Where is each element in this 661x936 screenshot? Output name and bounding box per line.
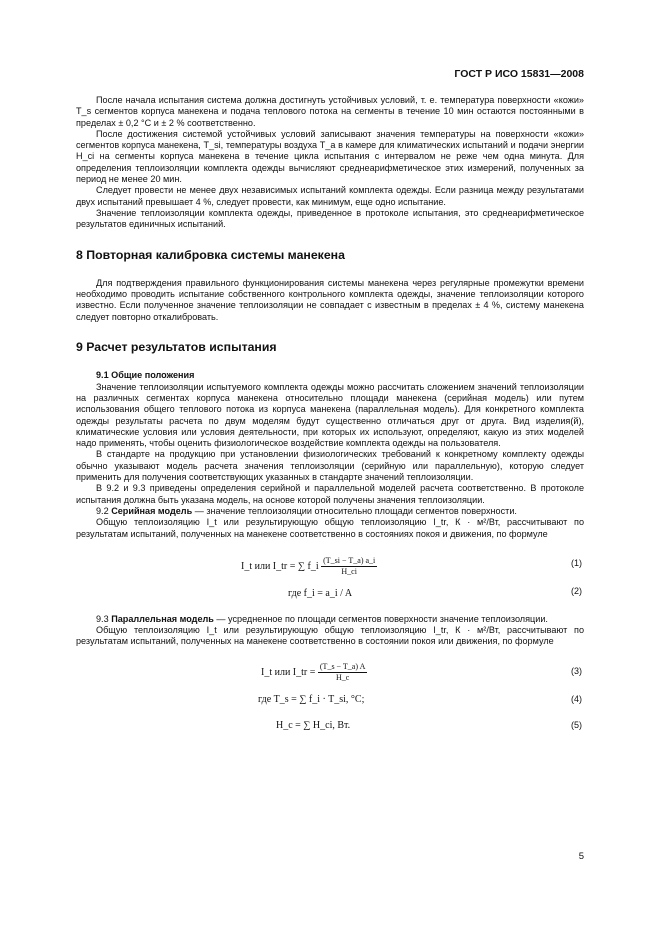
formula-4-text: где T_s = ∑ f_i · T_si, °C; <box>258 693 365 705</box>
equation-number: (2) <box>571 585 582 596</box>
formula-5-text: H_c = ∑ H_ci, Вт. <box>276 719 351 731</box>
formula-1-numerator: (T_si − T_a) a_i <box>323 555 376 565</box>
formula-5 <box>76 714 584 740</box>
term-serial-model: Серийная модель <box>111 505 193 516</box>
formula-1 <box>76 546 584 582</box>
paragraph: В стандарте на продукцию при установлении физиологических требований к конкретному комплекту одежды обычно указывают модель расчета значения теплоизоляции (серийную или параллельную), которую следует применить для получения соответствующих указанных в стандарте значений теплоизоляции. <box>76 449 584 483</box>
term-parallel-model: Параллельная модель <box>111 613 214 624</box>
subsection-9-1-heading: 9.1 Общие положения <box>96 370 195 381</box>
page-content <box>76 95 584 740</box>
clause-9-2-body: Общую теплоизоляцию I_t или результирующую общую теплоизоляцию I_tr, К · м²/Вт, рассчитывают по результатам испытаний, полученных на манекене соответственно в состояниях покоя и движения, по формуле <box>76 517 584 539</box>
standard-header: ГОСТ Р ИСО 15831—2008 <box>454 68 584 80</box>
equation-number: (4) <box>571 693 582 704</box>
paragraph: После начала испытания система должна достигнуть устойчивых условий, т. е. температура поверхности «кожи» T_s сегментов корпуса манекена и подача теплового потока на сегменты в течение 10 мин остаются постоянными в пределах ± 0,2 °C и ± 2 % соответственно. <box>76 95 584 128</box>
equation-number: (3) <box>571 665 582 676</box>
formula-2 <box>76 582 584 608</box>
formula-3-numerator: (T_s − T_a) A <box>319 661 366 671</box>
formula-2-text: где f_i = a_i / A <box>288 587 353 599</box>
equation-number: (5) <box>571 719 582 730</box>
equation-number: (1) <box>571 557 582 568</box>
formula-1-lhs: I_t или I_tr = ∑ f_i <box>241 560 319 572</box>
paragraph: Значение теплоизоляции комплекта одежды, приведенное в протоколе испытания, это среднеарифметическое результатов единичных испытаний. <box>76 207 584 230</box>
section-9-heading: 9 Расчет результатов испытания <box>76 340 277 355</box>
paragraph: Значение теплоизоляции испытуемого комплекта одежды можно рассчитать сложением значений теплоизоляции на различных сегментах корпуса манекена относительно площади манекена (серийная модель) или путем использования общего теплового потока из корпуса манекена (параллельная модель). Для конкретного комплекта одежды результаты расчета по двум моделям будут существенно отличаться друг от друга. Вид изделия(й), климатические условия или условия деятельности, при которых их используют, определяют, какую из этих моделей надо применять, чтобы оценить физиологическое воздействие комплекта одежды на пользователя. <box>76 381 584 449</box>
formula-4 <box>76 688 584 714</box>
section-8-heading: 8 Повторная калибровка системы манекена <box>76 247 345 262</box>
page-number: 5 <box>578 851 584 862</box>
formula-3-lhs: I_t или I_tr = <box>261 666 316 678</box>
formula-3 <box>76 654 584 688</box>
clause-9-3-body: Общую теплоизоляцию I_t или результирующую общую теплоизоляцию I_tr, К · м²/Вт, рассчитывают по результатам испытаний, полученных на манекене соответственно в состоянии покоя или движения, по формуле <box>76 625 584 647</box>
formula-1-denominator: H_ci <box>341 566 357 576</box>
clause-9-2: 9.2 Серийная модель — значение теплоизоляции относительно площади сегментов поверхности. <box>96 505 517 516</box>
formula-3-denominator: H_c <box>335 672 350 682</box>
paragraph: В 9.2 и 9.3 приведены определения серийной и параллельной моделей расчета соответственно. В протоколе испытания должна быть указана модель, на основе которой получены значения теплоизоляции. <box>76 483 584 505</box>
paragraph: После достижения системой устойчивых условий записывают значения температуры на поверхности «кожи» сегментов корпуса манекена, T_si, температуры воздуха T_a в камере для климатических испытаний и подачи энергии H_ci на сегменты корпуса манекена в течение цикла испытания с интервалом не реже чем одна минута. Для определения теплоизоляции комплекта одежды вычисляют среднеарифметическое этих измерений, полученных за период не менее 20 мин. <box>76 128 584 185</box>
paragraph: Следует провести не менее двух независимых испытаний комплекта одежды. Если разница между результатами двух испытаний превышает 4 %, следует провести, как минимум, еще одно испытание. <box>76 185 584 207</box>
clause-9-3: 9.3 Параллельная модель — усредненное по площади сегментов поверхности значение теплоизоляции. <box>96 613 548 624</box>
section-8-text: Для подтверждения правильного функционирования системы манекена через регулярные промежутки времени необходимо проводить испытание собственного контрольного комплекта одежды, значение теплоизоляции которого известно. Если полученное значение теплоизоляции не совпадает с известным в пределах ± 4 %, систему манекена следует повторно откалибровать. <box>76 277 584 322</box>
